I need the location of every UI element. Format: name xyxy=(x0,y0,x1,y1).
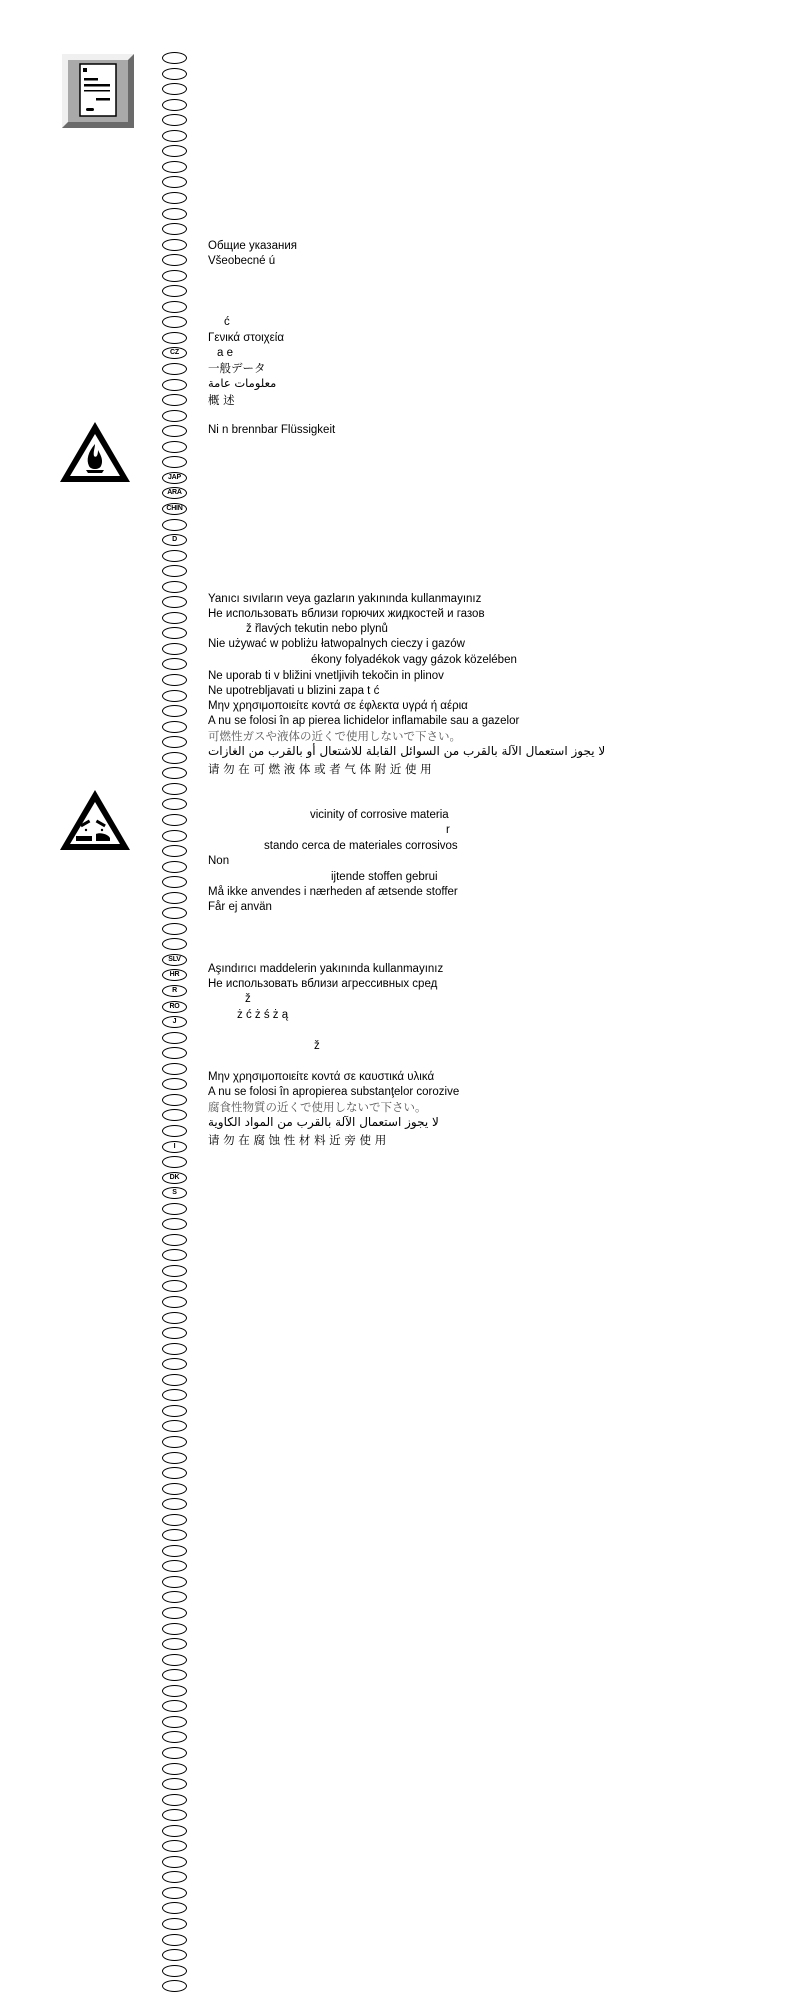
blank-oval xyxy=(162,658,187,670)
blank-oval xyxy=(162,1452,187,1464)
blank-oval xyxy=(162,1685,187,1697)
blank-oval xyxy=(162,923,187,935)
language-code-dk: DK xyxy=(162,1172,187,1184)
blank-oval xyxy=(162,565,187,577)
blank-oval xyxy=(162,1747,187,1759)
flammable-de: Ni n brennbar Flüssigkeit xyxy=(208,424,336,436)
blank-oval xyxy=(162,1825,187,1837)
corrosive-s: Får ej använ xyxy=(208,901,272,913)
blank-oval xyxy=(162,1047,187,1059)
flammable-warning-icon xyxy=(58,420,132,489)
blank-oval xyxy=(162,1840,187,1852)
blank-oval xyxy=(162,239,187,251)
language-code-r: R xyxy=(162,985,187,997)
blank-oval xyxy=(162,1669,187,1681)
general-ara: معلومات عامة xyxy=(208,376,277,390)
blank-oval xyxy=(162,1902,187,1914)
corrosive-ru: Не использовать вблизи агрессивных сред xyxy=(208,978,438,990)
blank-oval xyxy=(162,1980,187,1992)
blank-oval xyxy=(162,1265,187,1277)
blank-oval xyxy=(162,68,187,80)
blank-oval xyxy=(162,1312,187,1324)
blank-oval xyxy=(162,814,187,826)
blank-oval xyxy=(162,208,187,220)
blank-oval xyxy=(162,1965,187,1977)
blank-oval xyxy=(162,1794,187,1806)
blank-oval xyxy=(162,767,187,779)
blank-oval xyxy=(162,1327,187,1339)
blank-oval xyxy=(162,1358,187,1370)
language-code-slv: SLV xyxy=(162,954,187,966)
blank-oval xyxy=(162,1731,187,1743)
flammable-hr: Ne upotrebljavati u blizini zapa t ć xyxy=(208,685,380,697)
blank-oval xyxy=(162,254,187,266)
blank-oval xyxy=(162,1498,187,1510)
general-gr: Γενικά στοιχεία xyxy=(208,332,285,344)
blank-oval xyxy=(162,316,187,328)
blank-oval xyxy=(162,721,187,733)
general-frag1: ć xyxy=(224,316,230,328)
blank-oval xyxy=(162,736,187,748)
blank-oval xyxy=(162,1934,187,1946)
blank-oval xyxy=(162,285,187,297)
flammable-jap: 可燃性ガスや液体の近くで使用しないで下さい。 xyxy=(208,729,461,743)
corrosive-jap: 腐食性物質の近くで使用しないで下さい。 xyxy=(208,1100,427,1114)
blank-oval xyxy=(162,1203,187,1215)
corrosive-it: Non xyxy=(208,855,230,867)
corrosive-warning-icon xyxy=(58,788,132,857)
corrosive-chin: 请 勿 在 腐 蚀 性 材 料 近 旁 使 用 xyxy=(208,1133,387,1147)
blank-oval xyxy=(162,1296,187,1308)
blank-oval xyxy=(162,938,187,950)
blank-oval xyxy=(162,1483,187,1495)
blank-oval xyxy=(162,845,187,857)
language-code-s: S xyxy=(162,1187,187,1199)
blank-oval xyxy=(162,861,187,873)
blank-oval xyxy=(162,394,187,406)
blank-oval xyxy=(162,52,187,64)
blank-oval xyxy=(162,1887,187,1899)
flammable-cz: ž řlavých tekutin nebo plynů xyxy=(246,623,388,635)
blank-oval xyxy=(162,1654,187,1666)
corrosive-ara: لا يجوز استعمال الآلة بالقرب من المواد الكاوية xyxy=(208,1115,439,1129)
blank-oval xyxy=(162,1125,187,1137)
blank-oval xyxy=(162,223,187,235)
blank-oval xyxy=(162,1156,187,1168)
corrosive-dk: Må ikke anvendes i nærheden af ætsende stoffer xyxy=(208,886,458,898)
flammable-hu: ékony folyadékok vagy gázok közelében xyxy=(311,654,517,666)
blank-oval xyxy=(162,192,187,204)
blank-oval xyxy=(162,176,187,188)
blank-oval xyxy=(162,1405,187,1417)
blank-oval xyxy=(162,1249,187,1261)
blank-oval xyxy=(162,270,187,282)
blank-oval xyxy=(162,550,187,562)
blank-oval xyxy=(162,1234,187,1246)
blank-oval xyxy=(162,1700,187,1712)
blank-oval xyxy=(162,1623,187,1635)
blank-oval xyxy=(162,1949,187,1961)
blank-oval xyxy=(162,332,187,344)
language-code-j: J xyxy=(162,1016,187,1028)
blank-oval xyxy=(162,581,187,593)
blank-oval xyxy=(162,705,187,717)
blank-oval xyxy=(162,1467,187,1479)
blank-oval xyxy=(162,1856,187,1868)
language-code-jap: JAP xyxy=(162,472,187,484)
blank-oval xyxy=(162,379,187,391)
blank-oval xyxy=(162,627,187,639)
flammable-pl: Nie używać w pobliżu łatwopalnych cieczy i gazów xyxy=(208,638,465,650)
blank-oval xyxy=(162,1545,187,1557)
blank-oval xyxy=(162,1078,187,1090)
blank-oval xyxy=(162,301,187,313)
corrosive-nl: ijtende stoffen gebrui xyxy=(331,871,438,883)
blank-oval xyxy=(162,1607,187,1619)
document-icon xyxy=(62,54,134,133)
blank-oval xyxy=(162,425,187,437)
flammable-slv: Ne uporab ti v bližini vnetljivih tekočin in plinov xyxy=(208,670,444,682)
blank-oval xyxy=(162,1280,187,1292)
blank-oval xyxy=(162,1763,187,1775)
blank-oval xyxy=(162,519,187,531)
blank-oval xyxy=(162,830,187,842)
blank-oval xyxy=(162,1871,187,1883)
blank-oval xyxy=(162,410,187,422)
general-cz: Všeobecné ú xyxy=(208,255,276,267)
corrosive-es: stando cerca de materiales corrosivos xyxy=(264,840,458,852)
blank-oval xyxy=(162,456,187,468)
corrosive-ro: A nu se folosi în apropierea substanţelor corozive xyxy=(208,1086,460,1098)
general-jap: 一般データ xyxy=(208,361,266,375)
blank-oval xyxy=(162,1420,187,1432)
language-code-i: I xyxy=(162,1141,187,1153)
flammable-tr: Yanıcı sıvıların veya gazların yakınında kullanmayınız xyxy=(208,593,482,605)
corrosive-frag5: ž xyxy=(314,1040,320,1052)
blank-oval xyxy=(162,1529,187,1541)
blank-oval xyxy=(162,161,187,173)
language-code-d: D xyxy=(162,534,187,546)
corrosive-frag3: ž xyxy=(245,993,251,1005)
language-code-chin: CHIN xyxy=(162,503,187,515)
language-code-hr: HR xyxy=(162,969,187,981)
blank-oval xyxy=(162,83,187,95)
flammable-chin: 请 勿 在 可 燃 液 体 或 者 气 体 附 近 使 用 xyxy=(208,762,432,776)
blank-oval xyxy=(162,907,187,919)
blank-oval xyxy=(162,114,187,126)
blank-oval xyxy=(162,783,187,795)
blank-oval xyxy=(162,1109,187,1121)
flammable-ro: A nu se folosi în ap pierea lichidelor inflamabile sau a gazelor xyxy=(208,715,520,727)
blank-oval xyxy=(162,596,187,608)
general-ru: Общие указания xyxy=(208,240,297,252)
blank-oval xyxy=(162,441,187,453)
blank-oval xyxy=(162,1063,187,1075)
flammable-ara: لا يجوز استعمال الآلة بالقرب من السوائل القابلة للاشتعال أو بالقرب من الغازات xyxy=(208,744,606,758)
flammable-ru: Не использовать вблизи горючих жидкостей и газов xyxy=(208,608,485,620)
blank-oval xyxy=(162,690,187,702)
corrosive-frag-r: r xyxy=(446,824,450,836)
blank-oval xyxy=(162,892,187,904)
blank-oval xyxy=(162,1591,187,1603)
blank-oval xyxy=(162,1576,187,1588)
corrosive-frag4: ż ć ż ś ż ą xyxy=(237,1009,289,1021)
blank-oval xyxy=(162,876,187,888)
corrosive-en: vicinity of corrosive materia xyxy=(310,809,449,821)
blank-oval xyxy=(162,1809,187,1821)
blank-oval xyxy=(162,1514,187,1526)
language-code-ro: RO xyxy=(162,1001,187,1013)
blank-oval xyxy=(162,798,187,810)
blank-oval xyxy=(162,1032,187,1044)
flammable-gr: Μην χρησιμοποιείτε κοντά σε έφλεκτα υγρά ή αέρια xyxy=(208,700,468,712)
blank-oval xyxy=(162,1343,187,1355)
blank-oval xyxy=(162,1778,187,1790)
blank-oval xyxy=(162,612,187,624)
blank-oval xyxy=(162,1218,187,1230)
blank-oval xyxy=(162,130,187,142)
language-code-cz: CZ xyxy=(162,347,187,359)
blank-oval xyxy=(162,363,187,375)
blank-oval xyxy=(162,1918,187,1930)
language-code-ara: ARA xyxy=(162,487,187,499)
general-frag2: a e xyxy=(217,347,233,359)
corrosive-gr: Μην χρησιμοποιείτε κοντά σε καυστικά υλικά xyxy=(208,1071,435,1083)
corrosive-tr: Aşındırıcı maddelerin yakınında kullanmayınız xyxy=(208,963,444,975)
blank-oval xyxy=(162,1560,187,1572)
blank-oval xyxy=(162,1094,187,1106)
blank-oval xyxy=(162,674,187,686)
blank-oval xyxy=(162,1716,187,1728)
blank-oval xyxy=(162,1638,187,1650)
blank-oval xyxy=(162,1374,187,1386)
blank-oval xyxy=(162,1436,187,1448)
general-chin: 概 述 xyxy=(208,393,235,407)
blank-oval xyxy=(162,99,187,111)
blank-oval xyxy=(162,1389,187,1401)
blank-oval xyxy=(162,145,187,157)
blank-oval xyxy=(162,643,187,655)
blank-oval xyxy=(162,752,187,764)
